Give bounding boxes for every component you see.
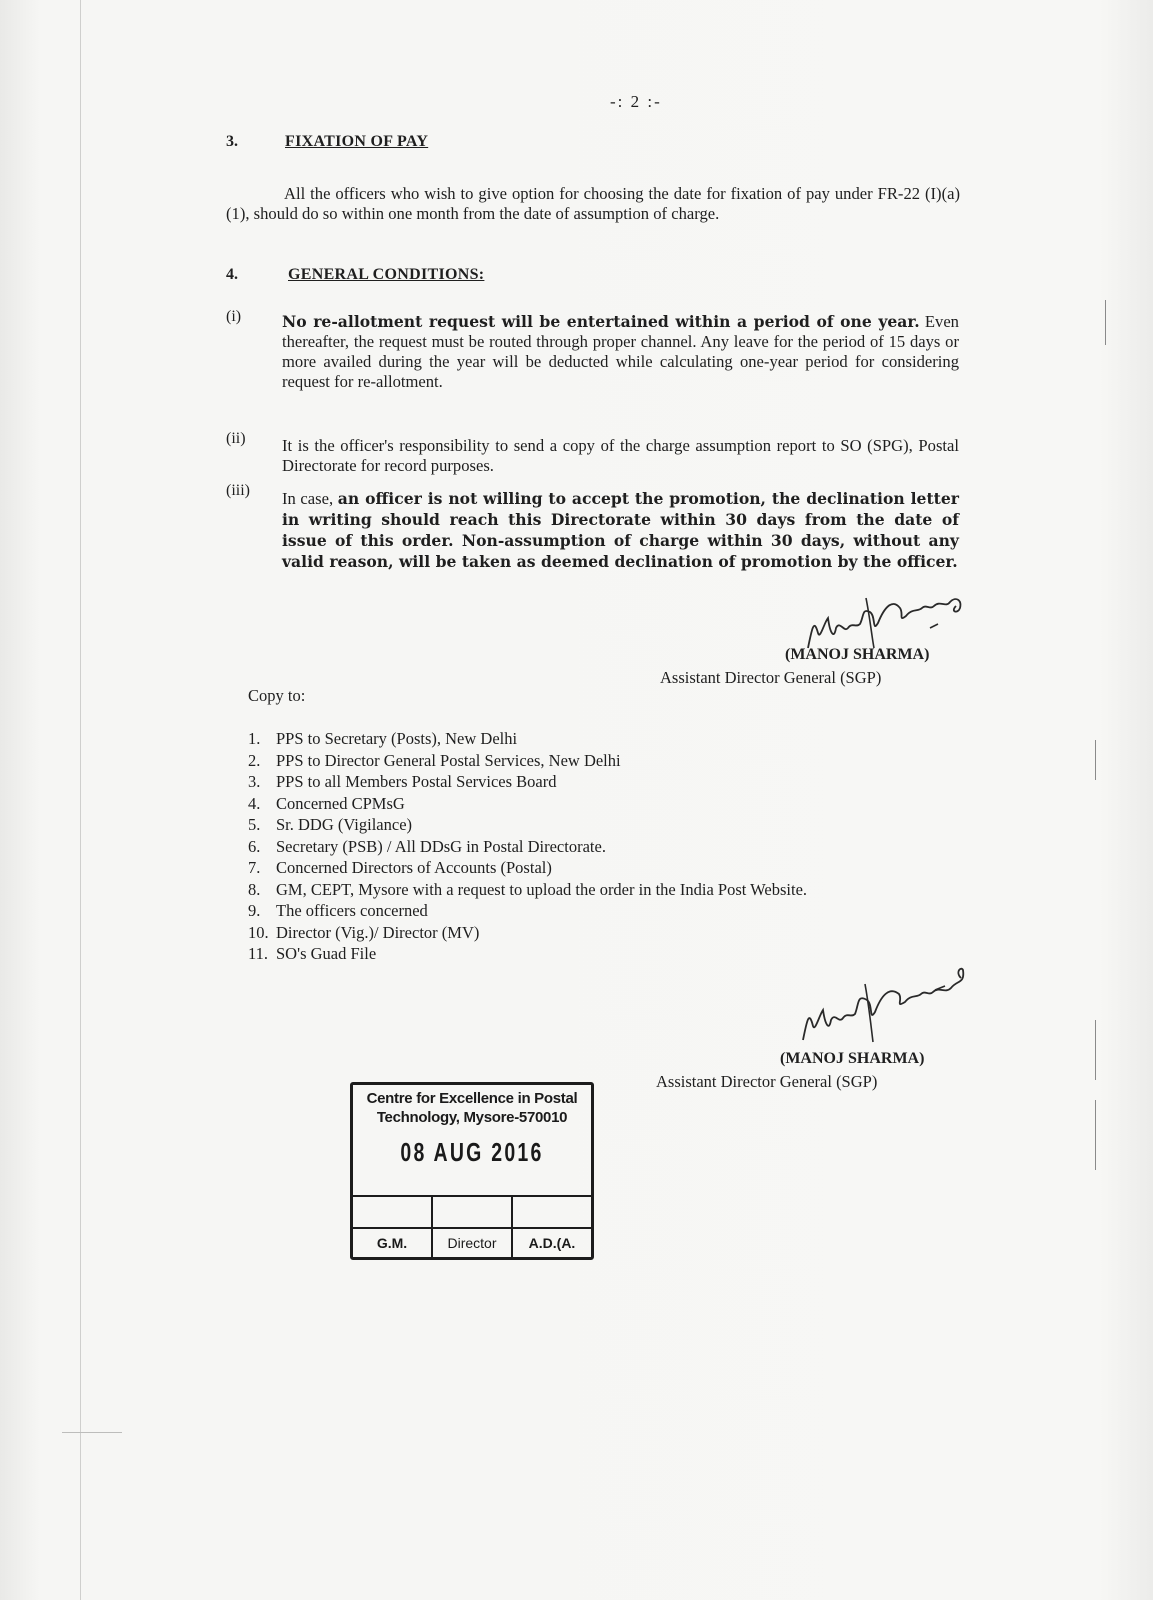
section-number: 4. [226,266,238,283]
scan-edge-line [80,0,81,1600]
list-item: 5. Sr. DDG (Vigilance) [248,815,413,834]
scan-mark [1095,740,1096,780]
stamp-grid [353,1195,591,1257]
list-item: 6. Secretary (PSB) / All DDsG in Postal Directorate. [248,836,606,856]
stamp-blank-row [353,1197,591,1227]
copy-to-list [248,728,956,965]
condition-item: It is the officer's responsibility to send a copy of the charge assumption report to SO (SPG), Postal Directorate for record purposes. [282,436,959,475]
condition-item [282,488,959,572]
scan-mark [1095,1020,1096,1080]
list-item: 2. PPS to Director General Postal Services, New Delhi [248,750,621,770]
copy-to-label: Copy to: [248,686,306,705]
stamp-date: 08 AUG 2016 [400,1137,544,1167]
stamp-cell-director: Director [433,1229,513,1259]
condition-bold-text: No re-allotment request will be entertained within a period of one year. [282,312,920,331]
stamp-cell [353,1197,433,1227]
stamp-line-2: Technology, Mysore-570010 [376,1109,568,1126]
signature-graphic [795,960,980,1052]
signatory-name: (MANOJ SHARMA) [785,646,930,663]
list-item: 10. Director (Vig.)/ Director (MV) [248,922,480,942]
list-item: 1. PPS to Secretary (Posts), New Delhi [248,729,518,748]
condition-text: In case, [282,489,338,508]
condition-item [282,312,959,392]
list-item: 7. Concerned Directors of Accounts (Postal) [248,858,552,877]
list-item: 11. SO's Guad File [248,944,377,963]
section-heading: FIXATION OF PAY [285,133,429,150]
scan-mark [1095,1100,1096,1170]
receipt-stamp [350,1082,594,1260]
signatory-title: Assistant Director General (SGP) [656,1072,878,1091]
item-number: (iii) [226,482,250,499]
scan-mark [62,1432,122,1433]
page-number: -: 2 :- [610,92,662,111]
stamp-cell-gm: G.M. [353,1229,433,1259]
section-paragraph: All the officers who wish to give option for choosing the date for fixation of pay under FR-22 (I)(a)(1), should do so within one month from the date of assumption of charge. [226,184,960,223]
list-item: 3. PPS to all Members Postal Services Board [248,772,557,791]
condition-bold-text: an officer is not willing to accept the promotion, the declination letter in writing should reach this Directorate within 30 days from the date of issue of this order. Non-assumption of charge within 30 days, without any valid reason, will be taken as deemed declination of promotion by the officer. [282,489,959,571]
signatory-name: (MANOJ SHARMA) [780,1050,925,1067]
scan-mark [1105,300,1106,345]
stamp-cell [513,1197,591,1227]
stamp-label-row [353,1227,591,1259]
section-heading: GENERAL CONDITIONS: [288,266,485,283]
item-number: (i) [226,308,242,325]
condition-text: Even thereafter, the request must be routed through proper channel. Any leave for the period of 15 days or more availed during the year will be deducted while calculating one-year period for considering request for re-allotment. [282,312,959,391]
item-number: (ii) [226,430,246,447]
stamp-cell [433,1197,513,1227]
stamp-cell-ad: A.D.(A. [528,1235,576,1251]
stamp-line-1: Centre for Excellence in Postal [366,1090,578,1107]
signatory-title: Assistant Director General (SGP) [660,668,882,687]
list-item: 8. GM, CEPT, Mysore with a request to upload the order in the India Post Website. [248,879,808,899]
list-item: 4. Concerned CPMsG [248,793,405,813]
section-number: 3. [226,133,238,150]
list-item: 9. The officers concerned [248,901,428,920]
